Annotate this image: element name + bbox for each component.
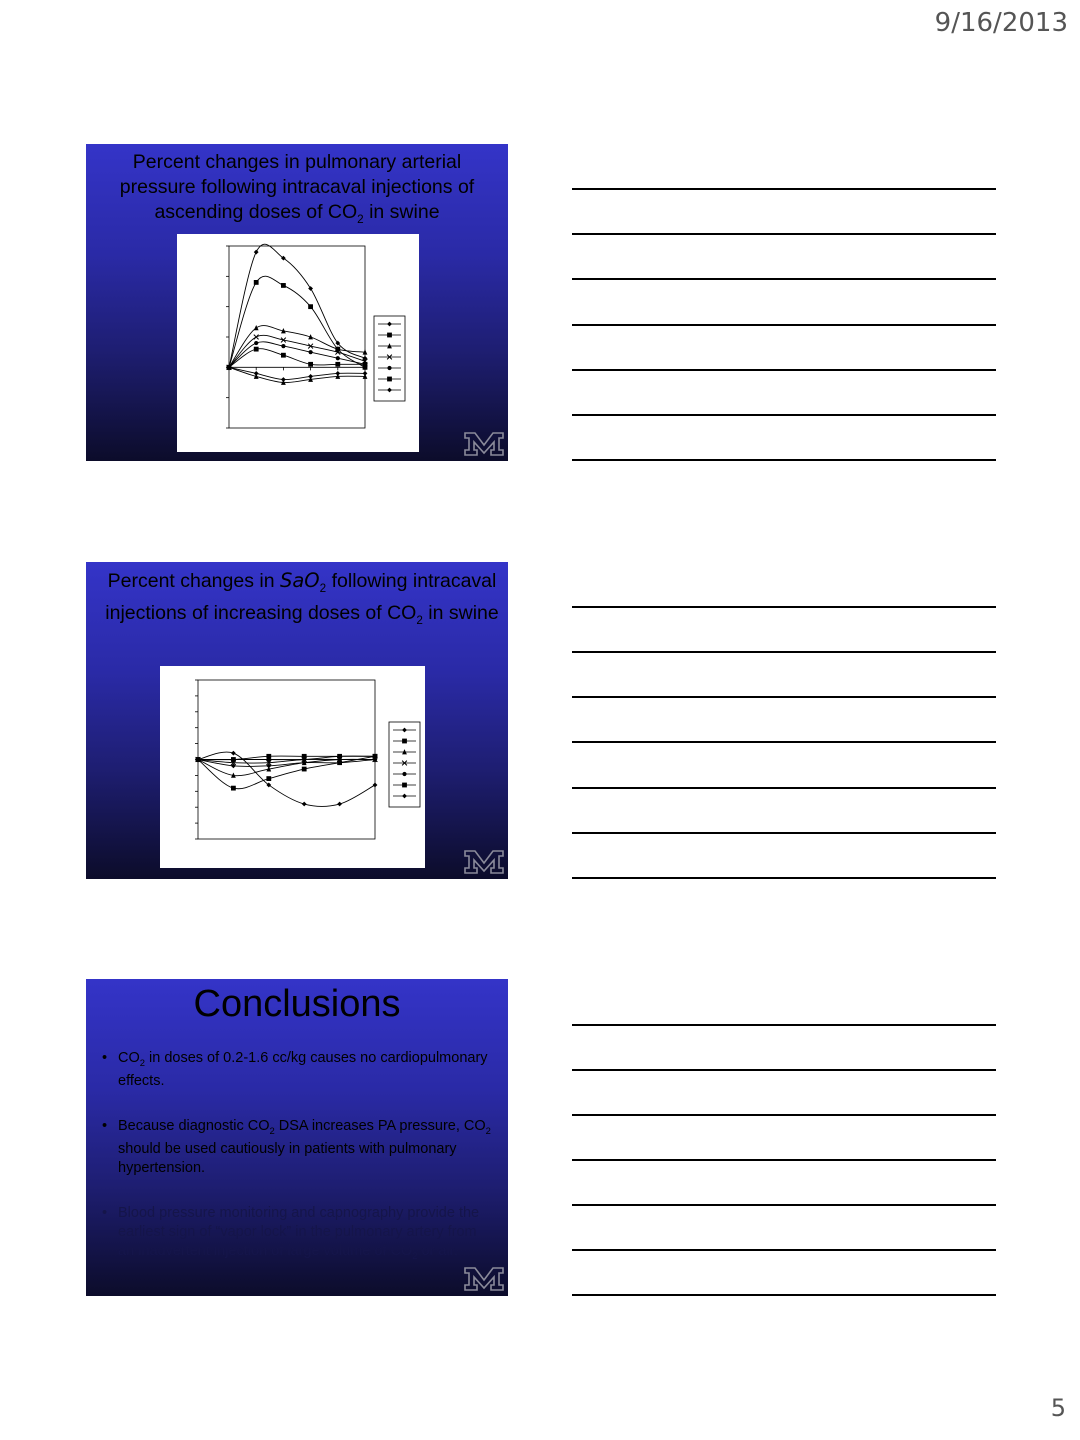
pa-pressure-chart bbox=[177, 234, 419, 452]
data-point bbox=[254, 325, 259, 330]
data-point bbox=[302, 754, 307, 759]
data-point bbox=[281, 353, 286, 358]
title-subscript: 2 bbox=[416, 613, 423, 627]
title-subscript: 2 bbox=[357, 212, 364, 226]
conclusions-title: Conclusions bbox=[193, 983, 401, 1025]
michigan-logo-icon bbox=[464, 849, 504, 875]
series-line bbox=[229, 367, 365, 382]
title-text: Percent changes in bbox=[107, 570, 280, 592]
note-line bbox=[572, 188, 996, 190]
header-date: 9/16/2013 bbox=[934, 8, 1068, 38]
page-number: 5 bbox=[1050, 1394, 1066, 1422]
note-line bbox=[572, 1114, 996, 1116]
bullet-text: or air. bbox=[417, 1242, 458, 1259]
data-point bbox=[231, 751, 236, 756]
data-point bbox=[402, 739, 407, 744]
title-subscript: 2 bbox=[319, 581, 327, 595]
slide-pa-pressure bbox=[86, 144, 508, 461]
data-point bbox=[308, 286, 313, 291]
bullet-text: Because diagnostic CO bbox=[118, 1117, 270, 1134]
note-line bbox=[572, 651, 996, 653]
data-point bbox=[402, 783, 407, 788]
chart-area bbox=[177, 234, 419, 452]
bullet-subscript: 2 bbox=[412, 1249, 418, 1261]
bullet-text: CO bbox=[118, 1050, 140, 1066]
note-line bbox=[572, 414, 996, 416]
data-point bbox=[231, 757, 236, 762]
data-point bbox=[373, 783, 378, 788]
note-line bbox=[572, 1204, 996, 1206]
michigan-logo-icon bbox=[464, 1266, 504, 1292]
data-point bbox=[402, 772, 406, 776]
data-point bbox=[387, 377, 392, 382]
slide-sao2 bbox=[86, 562, 508, 879]
slide-conclusions bbox=[86, 979, 508, 1296]
data-point bbox=[266, 754, 271, 759]
michigan-logo-icon bbox=[464, 431, 504, 457]
data-point bbox=[254, 335, 259, 340]
bullet-text: should be used cautiously in patients with pulmonary hypertension. bbox=[118, 1140, 457, 1176]
note-line bbox=[572, 1069, 996, 1071]
data-point bbox=[302, 802, 307, 807]
note-line bbox=[572, 1249, 996, 1251]
data-point bbox=[254, 347, 259, 352]
bullet-marker: • bbox=[102, 1050, 108, 1066]
data-point bbox=[387, 333, 392, 338]
data-point bbox=[337, 754, 342, 759]
bullet-subscript: 2 bbox=[269, 1124, 275, 1136]
bullet-text: in doses of 0.2-1.6 cc/kg causes no cardiopulmonary effects. bbox=[118, 1050, 488, 1089]
conclusions-list bbox=[100, 1049, 494, 1291]
note-line bbox=[572, 696, 996, 698]
data-point bbox=[281, 283, 286, 288]
data-point bbox=[336, 356, 340, 360]
title-italic: SaO bbox=[279, 569, 320, 592]
bullet-marker: • bbox=[102, 1117, 108, 1134]
title-text: following intracaval injections of increasing doses of CO bbox=[105, 570, 497, 624]
bullet-text: Blood pressure monitoring and capnography provide the earliest sign of “vapor lock” in the pulmonary artery from an inadvertent injection of large volume of CO bbox=[118, 1204, 480, 1259]
note-line bbox=[572, 1294, 996, 1296]
series-line bbox=[229, 349, 365, 368]
bullet-subscript: 2 bbox=[139, 1056, 145, 1068]
bullet-subscript: 2 bbox=[485, 1124, 491, 1136]
title-text: in swine bbox=[363, 201, 440, 223]
data-point bbox=[308, 304, 313, 309]
data-point bbox=[254, 250, 259, 255]
series-line bbox=[229, 335, 365, 367]
note-line bbox=[572, 459, 996, 461]
data-point bbox=[231, 786, 236, 791]
note-line bbox=[572, 741, 996, 743]
note-line bbox=[572, 369, 996, 371]
data-point bbox=[266, 776, 271, 781]
data-point bbox=[254, 280, 259, 285]
data-point bbox=[363, 362, 368, 367]
conclusion-item bbox=[100, 1049, 494, 1091]
data-point bbox=[254, 341, 258, 345]
chart-area bbox=[160, 666, 425, 868]
series-line bbox=[229, 367, 365, 379]
conclusion-item bbox=[100, 1117, 494, 1178]
data-point bbox=[308, 362, 313, 367]
note-line bbox=[572, 1024, 996, 1026]
sao2-chart bbox=[160, 666, 425, 868]
data-point bbox=[309, 350, 313, 354]
title-text: in swine bbox=[422, 601, 499, 624]
note-line bbox=[572, 606, 996, 608]
data-point bbox=[302, 767, 307, 772]
data-point bbox=[337, 802, 342, 807]
series-line bbox=[229, 276, 365, 367]
note-line bbox=[572, 1159, 996, 1161]
bullet-marker: • bbox=[102, 1204, 108, 1221]
data-point bbox=[335, 362, 340, 367]
note-line bbox=[572, 787, 996, 789]
note-line bbox=[572, 278, 996, 280]
title-text: Percent changes in pulmonary arterial pressure following intracaval injections of ascending doses of CO bbox=[119, 151, 475, 223]
conclusion-item bbox=[100, 1204, 494, 1265]
note-line bbox=[572, 877, 996, 879]
slide-title bbox=[96, 568, 508, 633]
note-line bbox=[572, 324, 996, 326]
data-point bbox=[281, 344, 285, 348]
data-point bbox=[387, 366, 391, 370]
slide-title bbox=[100, 150, 494, 232]
series-line bbox=[229, 326, 365, 368]
note-line bbox=[572, 233, 996, 235]
series-line bbox=[198, 752, 375, 806]
bullet-text: DSA increases PA pressure, CO bbox=[274, 1117, 486, 1134]
note-line bbox=[572, 832, 996, 834]
